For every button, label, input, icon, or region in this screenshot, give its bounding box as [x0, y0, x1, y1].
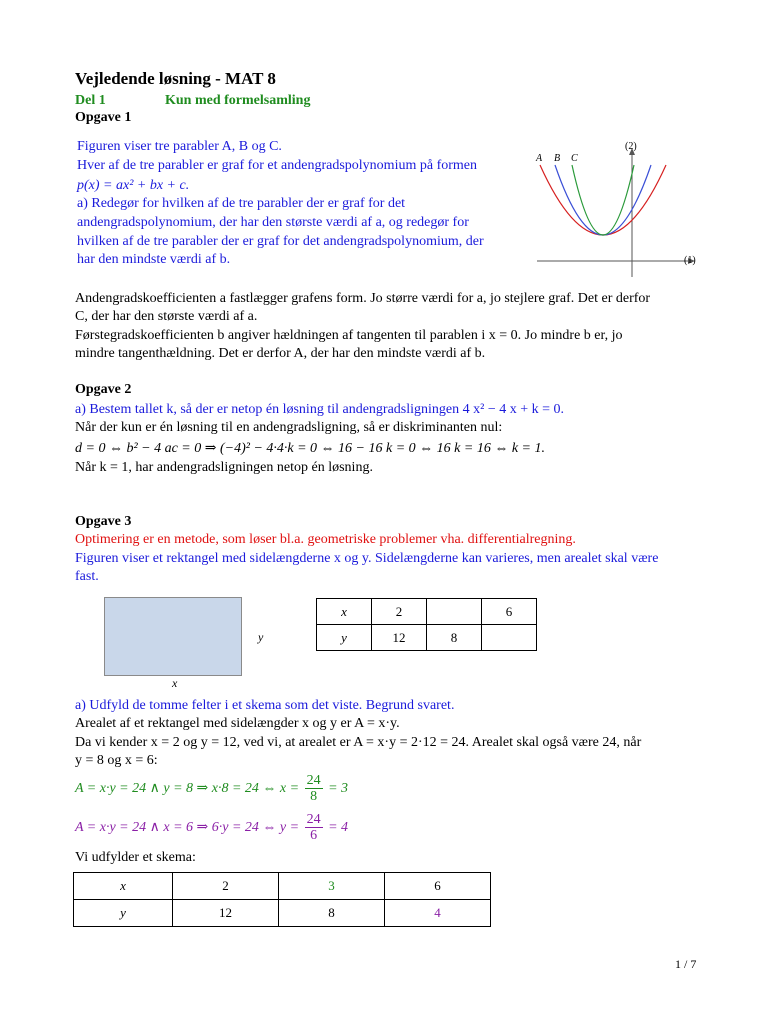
opg3-question-line-1: Figuren viser et rektangel med sidelængderne x og y. Sidelængderne kan varieres, men arealet skal være: [75, 551, 659, 566]
fraction-denominator: 8: [310, 789, 318, 805]
opgave-1-heading: Opgave 1: [75, 110, 132, 125]
opg1-answer-line-1: Andengradskoefficienten a fastlægger grafens form. Jo større værdi for a, jo stejlere graf. Det er derfor: [75, 291, 651, 306]
fraction-numerator: 24: [306, 773, 321, 789]
fraction-denominator: 6: [310, 828, 318, 844]
y-axis-label: (2): [625, 141, 637, 152]
table-cell: x: [317, 599, 372, 625]
table-cell: 12: [372, 625, 427, 651]
parabola-graph: [525, 135, 710, 280]
opg1-answer-line-2: C, der har den største værdi af a.: [75, 309, 258, 324]
equation-y: [75, 810, 348, 846]
equation-x: [75, 771, 348, 807]
label-c: C: [571, 153, 578, 164]
opg1-question-line-2: Hver af de tre parabler er graf for et andengradspolynomium på formen: [77, 158, 477, 173]
opg1-question-line-5: andengradspolynomium, der har den største værdi af a, og redegør for: [77, 215, 469, 230]
part-subtitle: Kun med formelsamling: [165, 93, 311, 108]
table-cell: 2: [372, 599, 427, 625]
opg3-question-a: a) Udfyld de tomme felter i et skema som det viste. Begrund svaret.: [75, 698, 455, 713]
equation-y-right: = 4: [328, 820, 349, 835]
opg2-answer-line-1: Når der kun er én løsning til en andengradsligning, så er diskriminanten nul:: [75, 420, 503, 435]
opg1-answer-line-3: Førstegradskoefficienten b angiver hældningen af tangenten til parablen i x = 0. Jo mindre b er, jo: [75, 328, 623, 343]
page-number: 1 / 7: [675, 957, 697, 971]
label-b: B: [554, 153, 561, 164]
equation-y-fraction: [305, 812, 323, 843]
table-cell: 12: [173, 900, 279, 927]
page-title: Vejledende løsning - MAT 8: [75, 69, 276, 88]
equation-y-left: A = x·y = 24 ∧ x = 6 ⇒ 6·y = 24 ⇔ y =: [75, 820, 300, 835]
table-row: [74, 900, 491, 927]
label-a: A: [536, 153, 543, 164]
x-axis-label: (1): [684, 255, 696, 266]
opg2-question: a) Bestem tallet k, så der er netop én løsning til andengradsligningen 4 x² − 4 x + k = 0.: [75, 402, 565, 417]
opg3-answer-line-3: y = 8 og x = 6:: [75, 753, 158, 768]
rectangle-figure: [104, 597, 242, 676]
table-row: [317, 599, 537, 625]
table-cell: x: [74, 873, 173, 900]
equation-x-left: A = x·y = 24 ∧ y = 8 ⇒ x·8 = 24 ⇔ x =: [75, 781, 300, 796]
table-cell: 2: [173, 873, 279, 900]
opgave-3-heading: Opgave 3: [75, 514, 132, 529]
opg3-table-filled: [73, 872, 491, 927]
parabola-c: [572, 165, 634, 235]
opg2-answer-line-3: Når k = 1, har andengradsligningen netop én løsning.: [75, 460, 373, 475]
table-row: [74, 873, 491, 900]
table-cell: y: [74, 900, 173, 927]
opg1-question-line-1: Figuren viser tre parabler A, B og C.: [77, 139, 282, 154]
opgave-2-heading: Opgave 2: [75, 382, 132, 397]
table-cell: 4: [385, 900, 491, 927]
opg3-answer-line-2: Da vi kender x = 2 og y = 12, ved vi, at arealet er A = x·y = 2·12 = 24. Arealet skal også være 24, når: [75, 735, 642, 750]
opg3-intro: Optimering er en metode, som løser bl.a. geometriske problemer vha. differentialregning.: [75, 532, 576, 547]
parabola-b: [555, 165, 651, 235]
opg1-answer-line-4: mindre tangenthældning. Det er derfor A, der har den mindste værdi af b.: [75, 346, 486, 361]
opg1-question-line-7: har den mindste værdi af b.: [77, 252, 231, 267]
table-cell: 6: [385, 873, 491, 900]
opg1-question-line-4: a) Redegør for hvilken af de tre parabler der er graf for det: [77, 196, 406, 211]
part-label: Del 1: [75, 93, 106, 108]
rectangle-label-y: y: [258, 630, 264, 644]
rectangle-label-x: x: [172, 676, 178, 690]
table-cell: 6: [482, 599, 537, 625]
table-cell: [427, 599, 482, 625]
opg1-question-line-6: hvilken af de tre parabler der er graf for det andengradspolynomium, der: [77, 234, 484, 249]
table-row: [317, 625, 537, 651]
opg3-table-empty: [316, 598, 537, 651]
fraction-numerator: 24: [306, 812, 321, 828]
equation-x-fraction: [305, 773, 323, 804]
table-cell: 8: [279, 900, 385, 927]
opg3-question-line-2: fast.: [75, 569, 99, 584]
opg2-discriminant-equation: d = 0 ⇔ b² − 4 ac = 0 ⇒ (−4)² − 4·4·k = 0 ⇔ 16 − 16 k = 0 ⇔ 16 k = 16 ⇔ k = 1.: [75, 441, 545, 456]
opg1-question-formula: p(x) = ax² + bx + c.: [77, 178, 190, 193]
opg3-answer-line-1: Arealet af et rektangel med sidelængder x og y er A = x·y.: [75, 716, 400, 731]
table-cell: 3: [279, 873, 385, 900]
table-cell: [482, 625, 537, 651]
equation-x-right: = 3: [328, 781, 349, 796]
table-cell: y: [317, 625, 372, 651]
opg3-fill-text: Vi udfylder et skema:: [75, 850, 196, 865]
table-cell: 8: [427, 625, 482, 651]
